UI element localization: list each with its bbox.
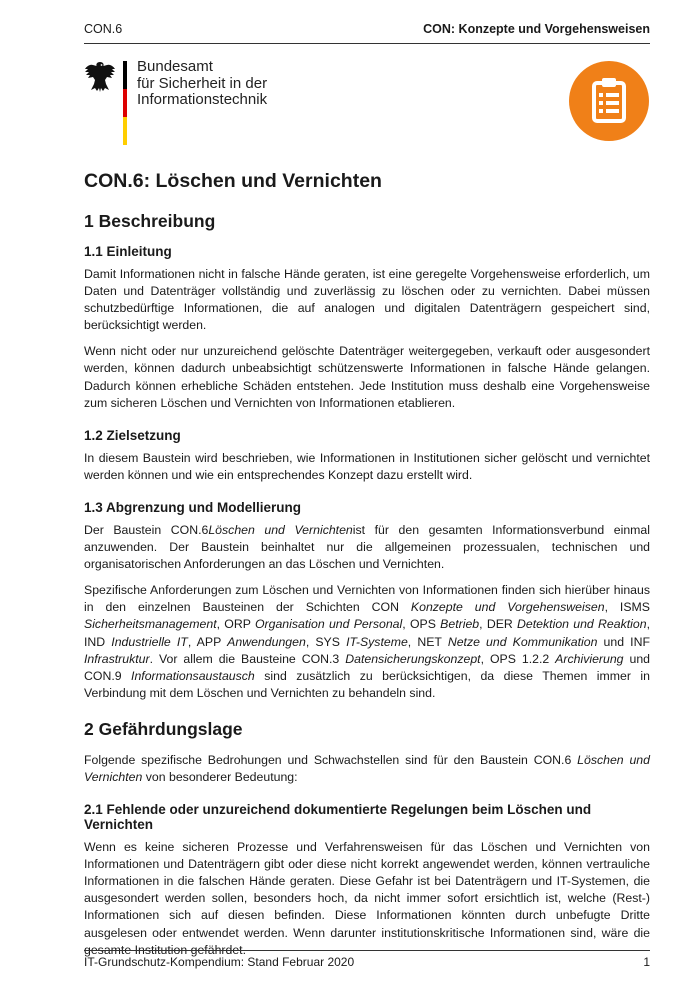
logo-line-1: Bundesamt bbox=[137, 58, 213, 75]
section-2-1-heading: 2.1 Fehlende oder unzureichend dokumentierte Regelungen beim Löschen und Vernichten bbox=[84, 802, 592, 833]
text-span: , DER bbox=[479, 617, 518, 632]
text-span: , APP bbox=[187, 634, 228, 649]
italic-span: Löschen und Vernichten bbox=[208, 522, 353, 537]
italic-span: Sicherheitsmanagement bbox=[84, 617, 217, 632]
section-1-3-paragraph-2 bbox=[84, 582, 650, 702]
section-1-heading: 1 Beschreibung bbox=[84, 211, 216, 231]
section-1-1-paragraph-2: Wenn nicht oder nur unzureichend gelöschte Datenträger weitergegeben, verkauft oder ausgesondert werden, können dadurch unbeabsichtigt schützenswerte Informationen in falsche Hände gelangen. Dadurch können erhebliche Schäden entstehen. Jede Institution muss deshalb eine Vorgehensweise zum sicheren Löschen und Vernichten von Informationen etablieren. bbox=[84, 344, 650, 410]
text-span: und CON.9 bbox=[84, 651, 650, 683]
italic-span: Anwendungen bbox=[227, 634, 306, 649]
text-span: und INF bbox=[597, 634, 650, 649]
section-1-2-paragraph-1: In diesem Baustein wird beschrieben, wie Informationen in Institutionen sicher gelöscht und vernichtet werden können und wie ein entsprechendes Konzept dazu erstellt wird. bbox=[84, 450, 650, 482]
section-2-heading: 2 Gefährdungslage bbox=[84, 718, 243, 739]
text-span: , SYS bbox=[305, 634, 347, 649]
page-title: CON.6: Löschen und Vernichten bbox=[84, 170, 382, 192]
text-span: ist für den gesamten Informationsverbund einmal anzuwenden. Der Baustein beinhaltet nur die allgemeinen prozessualen, technischen und organisatorischen Anforderungen an das Löschen und Vernichten. bbox=[84, 522, 650, 572]
text-span: Der Baustein CON.6 bbox=[84, 522, 209, 537]
footer-edition: IT-Grundschutz-Kompendium: Stand Februar 2020 bbox=[84, 955, 355, 969]
german-flag-stripe bbox=[123, 61, 127, 145]
italic-span: Löschen und Vernichten bbox=[84, 752, 650, 784]
italic-span: Netze und Kommunikation bbox=[447, 634, 598, 649]
section-1-3-heading: 1.3 Abgrenzung und Modellierung bbox=[84, 499, 301, 515]
section-1-1-heading: 1.1 Einleitung bbox=[84, 244, 172, 259]
italic-span: Konzepte und Vorgehensweisen bbox=[410, 600, 605, 615]
text-span: , ORP bbox=[216, 617, 255, 632]
text-span: , OPS bbox=[402, 617, 441, 632]
header-layer-title: CON: Konzepte und Vorgehensweisen bbox=[423, 22, 650, 36]
italic-span: IT-Systeme bbox=[346, 634, 408, 649]
footer-divider bbox=[84, 950, 650, 951]
italic-span: Betrieb bbox=[440, 617, 480, 632]
text-span: , IND bbox=[84, 617, 650, 649]
italic-span: Archivierung bbox=[555, 651, 624, 666]
italic-span: Industrielle IT bbox=[111, 634, 188, 649]
page-number: 1 bbox=[643, 955, 650, 969]
text-span: Folgende spezifische Bedrohungen und Schwachstellen sind für den Baustein CON.6 bbox=[84, 752, 578, 767]
italic-span: Informationsaustausch bbox=[131, 668, 255, 683]
italic-span: Infrastruktur bbox=[84, 651, 150, 666]
text-span: , NET bbox=[407, 634, 448, 649]
clipboard-badge-icon bbox=[569, 61, 649, 141]
page-header bbox=[84, 22, 650, 42]
text-span: , ISMS bbox=[604, 600, 650, 615]
logo-line-2: für Sicherheit in der bbox=[137, 74, 268, 92]
section-1-2-heading: 1.2 Zielsetzung bbox=[84, 427, 181, 443]
section-1-1-paragraph-1: Damit Informationen nicht in falsche Hände geraten, ist eine geregelte Vorgehensweise erforderlich, um Daten und Datenträger vollständig und zuverlässig zu löschen oder zu vernichten. Dabei müssen schutzbedürftige Informationen, die auf analogen und digitalen Datenträgern gespeichert sind, berücksichtigt werden. bbox=[84, 267, 650, 333]
section-2-intro bbox=[84, 752, 650, 786]
text-span: sind zusätzlich zu berücksichtigen, da diese Themen immer in Verbindung mit dem Löschen und Vernichten zu behandeln sind. bbox=[84, 668, 650, 700]
header-divider bbox=[84, 43, 650, 44]
text-span: von besonderer Bedeutung: bbox=[142, 769, 298, 784]
italic-span: Detektion und Reaktion bbox=[517, 617, 647, 632]
header-module-id: CON.6 bbox=[84, 22, 123, 36]
bsi-logo-text bbox=[137, 59, 267, 109]
section-2-1-paragraph-1: Wenn es keine sicheren Prozesse und Verfahrensweisen für das Löschen und Vernichten von Informationen und Datenträgern gibt oder diese nicht korrekt angewendet werden, können vertrauliche Informationen in die falschen Hände geraten. Diese Gefahr ist bei Datenträgern und IT-Systemen, die ausgesondert werden sollen, besonders hoch, da nicht immer sofort ersichtlich ist, welche (Rest-) Informationen sich auf diesen befinden. Diese Informationen könnten durch unbefugte Dritte ausgelesen oder entwendet werden. Wenn darunter institutionskritische Informationen sind, wäre die gesamte Institution gefährdet. bbox=[84, 840, 650, 957]
text-span: . Vor allem die Bausteine CON.3 bbox=[149, 651, 346, 666]
document-body bbox=[84, 170, 650, 968]
text-span: Spezifische Anforderungen zum Löschen und Vernichten von Informationen finden sich hierüber hinaus in den einzelnen Bausteinen der Schichten CON bbox=[84, 583, 650, 615]
text-span: , OPS 1.2.2 bbox=[480, 651, 556, 666]
federal-eagle-icon bbox=[84, 60, 116, 94]
italic-span: Organisation und Personal bbox=[254, 617, 403, 632]
italic-span: Datensicherungskonzept bbox=[345, 651, 481, 666]
logo-line-3: Informationstechnik bbox=[137, 91, 268, 108]
section-1-3-paragraph-1 bbox=[84, 522, 650, 573]
